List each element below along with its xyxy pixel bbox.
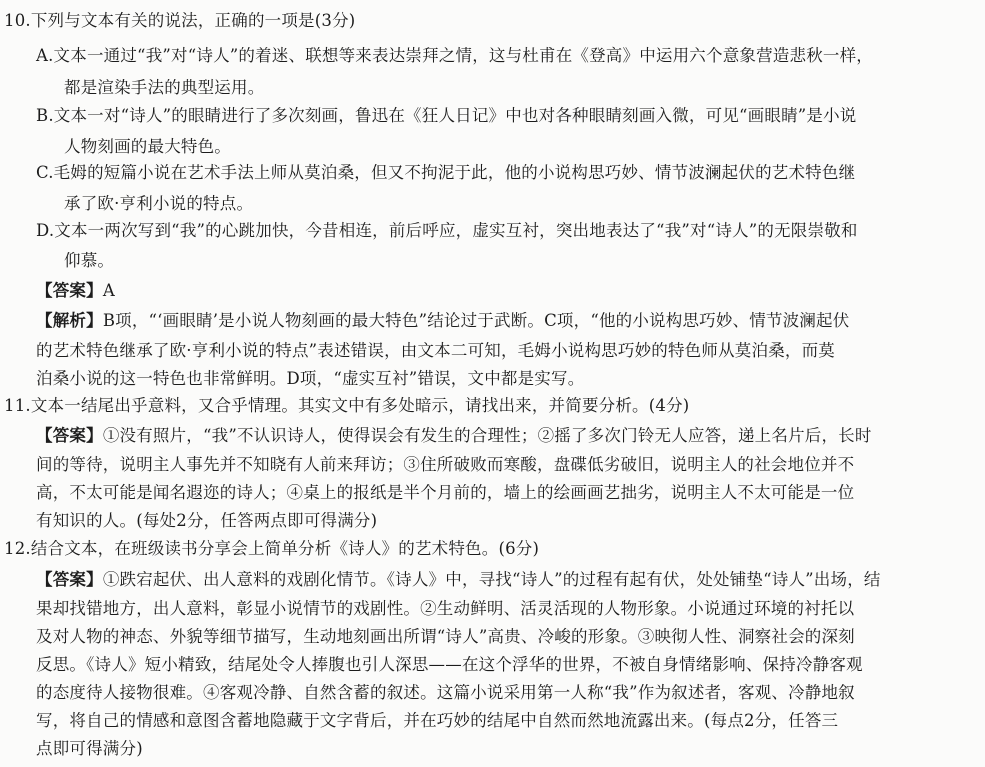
answer-tag: 【答案】 xyxy=(36,426,103,445)
q12-answer-line-5: 的态度待人接物很难。④客观冷静、自然含蓄的叙述。这篇小说采用第一人称“我”作为叙述者，客观、冷静地叙 xyxy=(36,683,855,702)
question-12-stem: 12.结合文本，在班级读书分享会上简单分析《诗人》的艺术特色。(6分) xyxy=(4,539,540,558)
q11-answer-line-1 xyxy=(36,425,872,447)
q10-analysis-line-2: 的艺术特色继承了欧·亨利小说的特点”表述错误，由文本二可知，毛姆小说构思巧妙的特色师从莫泊桑，而莫 xyxy=(36,341,835,360)
q12-answer-line-6: 写，将自己的情感和意图含蓄地隐藏于文字背后，并在巧妙的结尾中自然而然地流露出来。(每点2分，任答三 xyxy=(36,711,839,730)
question-11-stem: 11.文本一结尾出乎意料，又合乎情理。其实文中有多处暗示，请找出来，并简要分析。(4分) xyxy=(4,396,690,415)
answer-value: A xyxy=(102,281,115,300)
question-10-stem: 10.下列与文本有关的说法，正确的一项是(3分) xyxy=(4,11,356,30)
option-b-line-1: B.文本一对“诗人”的眼睛进行了多次刻画，鲁迅在《狂人日记》中也对各种眼睛刻画入微，可见“画眼睛”是小说 xyxy=(36,106,857,125)
q10-analysis-line-3: 泊桑小说的这一特色也非常鲜明。D项，“虚实互衬”错误，文中都是实写。 xyxy=(36,369,585,388)
analysis-tag: 【解析】 xyxy=(36,311,103,330)
q11-answer-line-2: 间的等待，说明主人事先并不知晓有人前来拜访；③住所破败而寒酸，盘碟低劣破旧，说明主人的社会地位并不 xyxy=(36,455,855,474)
q12-answer-line-3: 及对人物的神态、外貌等细节描写，生动地刻画出所谓“诗人”高贵、冷峻的形象。③映彻人性、洞察社会的深刻 xyxy=(36,627,855,646)
answer-tag: 【答案】 xyxy=(36,570,103,589)
answer-text: ①没有照片，“我”不认识诗人，使得误会有发生的合理性；②摇了多次门铃无人应答，递上名片后，长时 xyxy=(102,426,872,445)
q11-answer-line-3: 高，不太可能是闻名遐迩的诗人；④桌上的报纸是半个月前的，墙上的绘画画艺拙劣，说明主人不太可能是一位 xyxy=(36,483,855,502)
q10-analysis-line-1 xyxy=(36,310,849,332)
option-d-line-1: D.文本一两次写到“我”的心跳加快，今昔相连，前后呼应，虚实互衬，突出地表达了“我”对“诗人”的无限崇敬和 xyxy=(36,221,858,240)
option-a-line-1: A.文本一通过“我”对“诗人”的着迷、联想等来表达崇拜之情，这与杜甫在《登高》中运用六个意象营造悲秋一样， xyxy=(36,46,874,65)
q11-answer-line-4: 有知识的人。(每处2分，任答两点即可得满分) xyxy=(36,511,378,530)
option-c-line-1: C.毛姆的短篇小说在艺术手法上师从莫泊桑，但又不拘泥于此，他的小说构思巧妙、情节波澜起伏的艺术特色继 xyxy=(36,163,856,182)
q12-answer-line-2: 果却找错地方，出人意料，彰显小说情节的戏剧性。②生动鲜明、活灵活现的人物形象。小说通过环境的衬托以 xyxy=(36,599,855,618)
analysis-text: B项，“‘画眼睛’是小说人物刻画的最大特色”结论过于武断。C项，“他的小说构思巧妙、情节波澜起伏 xyxy=(102,311,850,330)
option-c-line-2: 承了欧·亨利小说的特点。 xyxy=(64,194,254,213)
q12-answer-line-1 xyxy=(36,569,881,591)
answer-text: ①跌宕起伏、出人意料的戏剧化情节。《诗人》中，寻找“诗人”的过程有起有伏，处处铺垫“诗人”出场，结 xyxy=(102,570,881,589)
q10-answer xyxy=(36,280,115,302)
option-a-line-2: 都是渲染手法的典型运用。 xyxy=(64,78,265,97)
option-b-line-2: 人物刻画的最大特色。 xyxy=(64,137,231,156)
option-d-line-2: 仰慕。 xyxy=(64,251,115,270)
answer-tag: 【答案】 xyxy=(36,281,103,300)
q12-answer-line-7: 点即可得满分) xyxy=(36,739,143,758)
q12-answer-line-4: 反思。《诗人》短小精致，结尾处令人捧腹也引人深思——在这个浮华的世界，不被自身情绪影响、保持冷静客观 xyxy=(36,655,863,674)
